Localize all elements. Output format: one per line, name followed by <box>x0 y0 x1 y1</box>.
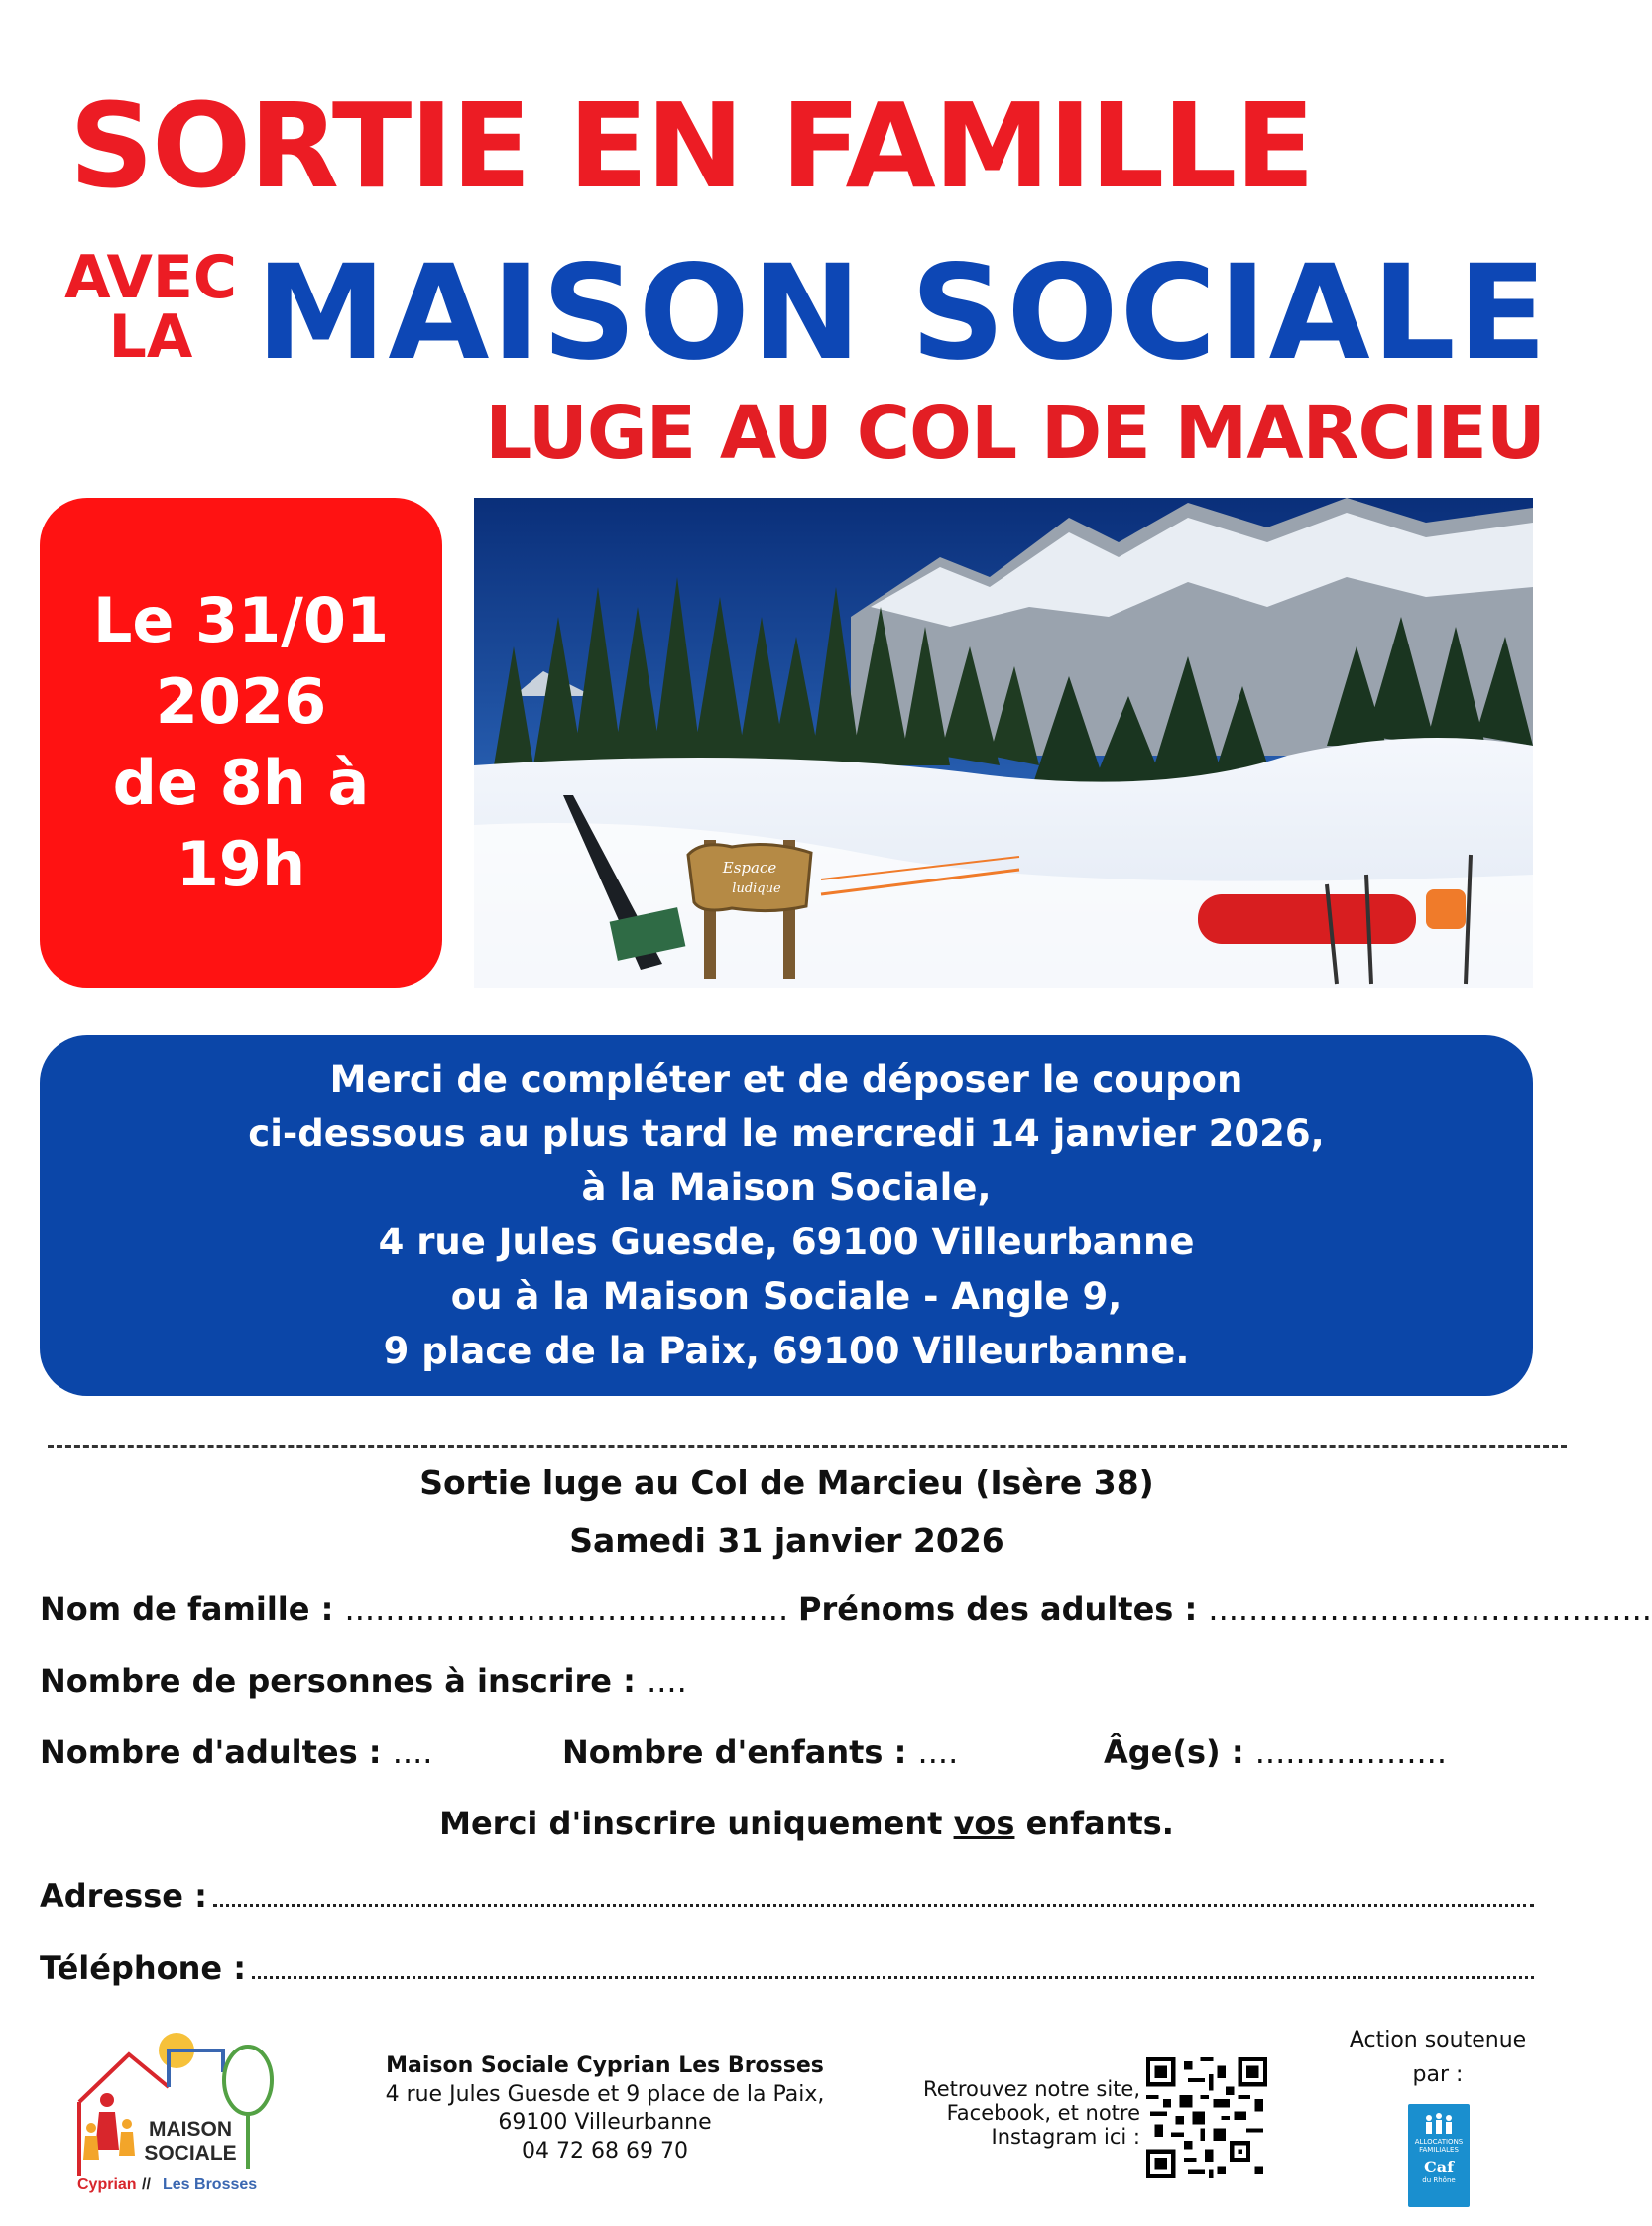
note-before: Merci d'inscrire uniquement <box>439 1805 954 1842</box>
caf-small-text: ALLOCATIONS FAMILIALES <box>1414 2138 1464 2154</box>
sign-text-2: ludique <box>732 881 781 896</box>
support-line-1: Action soutenue <box>1349 2028 1527 2052</box>
org-line-1: 4 rue Jules Guesde et 9 place de la Paix, <box>385 2081 825 2107</box>
social-line-3: Instagram ici : <box>991 2125 1140 2150</box>
nb-adultes-field[interactable] <box>40 1733 432 1771</box>
nb-personnes-dots: .... <box>647 1662 687 1699</box>
nom-field[interactable] <box>40 1590 788 1628</box>
info-line: Merci de compléter et de déposer le coupon <box>329 1057 1243 1101</box>
title-avec: AVEC <box>64 243 237 312</box>
logo-text-cyprian: Cyprian <box>77 2176 137 2193</box>
ages-dots: ................... <box>1254 1733 1448 1771</box>
date-line-1: Le 31/01 <box>92 584 390 657</box>
telephone-label: Téléphone : <box>40 1949 247 1987</box>
nb-adultes-label: Nombre d'adultes : <box>40 1733 382 1771</box>
nb-personnes-field[interactable] <box>40 1662 687 1699</box>
prenoms-dots: ............................................ <box>1208 1590 1652 1628</box>
adresse-dotted-line[interactable] <box>213 1883 1534 1907</box>
caf-logo <box>1408 2104 1470 2207</box>
caf-figures-icon <box>1421 2112 1457 2138</box>
telephone-dotted-line[interactable] <box>252 1955 1534 1979</box>
nom-label: Nom de famille : <box>40 1590 334 1628</box>
snow-landscape-photo <box>474 498 1533 988</box>
nb-enfants-field[interactable] <box>562 1733 958 1771</box>
nb-enfants-label: Nombre d'enfants : <box>562 1733 907 1771</box>
cut-line <box>48 1445 1567 1448</box>
info-box <box>40 1035 1533 1396</box>
info-line: à la Maison Sociale, <box>581 1166 992 1210</box>
title-avec-la <box>52 243 250 372</box>
nb-adultes-dots: .... <box>392 1733 433 1771</box>
info-line: 9 place de la Paix, 69100 Villeurbanne. <box>383 1329 1190 1372</box>
social-text <box>873 2077 1140 2149</box>
subtitle-luge: LUGE AU COL DE MARCIEU <box>485 391 1545 476</box>
nom-dots: ............................................ <box>344 1590 789 1628</box>
support-line-2: par : <box>1412 2062 1464 2088</box>
social-line-2: Facebook, et notre <box>946 2101 1140 2126</box>
ages-field[interactable] <box>1104 1733 1447 1771</box>
info-line: ci-dessous au plus tard le mercredi 14 janvier 2026, <box>248 1112 1325 1155</box>
coupon-date: Samedi 31 janvier 2026 <box>569 1521 1004 1560</box>
org-name: Maison Sociale Cyprian Les Brosses <box>386 2053 824 2078</box>
prenoms-label: Prénoms des adultes : <box>798 1590 1198 1628</box>
ages-label: Âge(s) : <box>1104 1733 1244 1771</box>
telephone-field[interactable] <box>40 1949 1534 1987</box>
date-box <box>40 498 442 988</box>
note-underlined: vos <box>953 1805 1015 1842</box>
nb-enfants-dots: .... <box>917 1733 959 1771</box>
caf-region: du Rhône <box>1422 2176 1456 2184</box>
qr-code-icon[interactable] <box>1146 2057 1267 2178</box>
logo-text-sociale: SOCIALE <box>144 2142 237 2165</box>
title-la: LA <box>108 302 193 372</box>
title-maison-sociale: MAISON SOCIALE <box>256 237 1550 390</box>
title-sortie-en-famille: SORTIE EN FAMILLE <box>69 77 1314 214</box>
org-address <box>357 2052 853 2166</box>
sign-text-1: Espace <box>722 859 777 877</box>
note-after: enfants. <box>1014 1805 1174 1842</box>
info-line: 4 rue Jules Guesde, 69100 Villeurbanne <box>378 1221 1195 1263</box>
org-phone: 04 72 68 69 70 <box>522 2138 688 2164</box>
org-line-2: 69100 Villeurbanne <box>498 2110 712 2136</box>
date-line-2: 2026 <box>155 665 327 739</box>
info-line: ou à la Maison Sociale - Angle 9, <box>450 1274 1122 1318</box>
adresse-label: Adresse : <box>40 1877 207 1915</box>
coupon-title: Sortie luge au Col de Marcieu (Isère 38) <box>419 1464 1154 1502</box>
nb-personnes-label: Nombre de personnes à inscrire : <box>40 1662 636 1699</box>
social-line-1: Retrouvez notre site, <box>923 2077 1140 2101</box>
caf-word: Caf <box>1424 2158 1454 2176</box>
logo-text-les-brosses: Les Brosses <box>163 2176 258 2193</box>
logo-text-sep: // <box>142 2176 151 2193</box>
logo-text-maison: MAISON <box>149 2118 232 2141</box>
enfants-note <box>0 1805 1574 1842</box>
prenoms-field[interactable] <box>798 1590 1652 1628</box>
date-line-3: de 8h à 19h <box>112 747 370 900</box>
support-text <box>1339 2023 1537 2092</box>
adresse-field[interactable] <box>40 1877 1534 1915</box>
maison-sociale-logo <box>69 2033 288 2196</box>
